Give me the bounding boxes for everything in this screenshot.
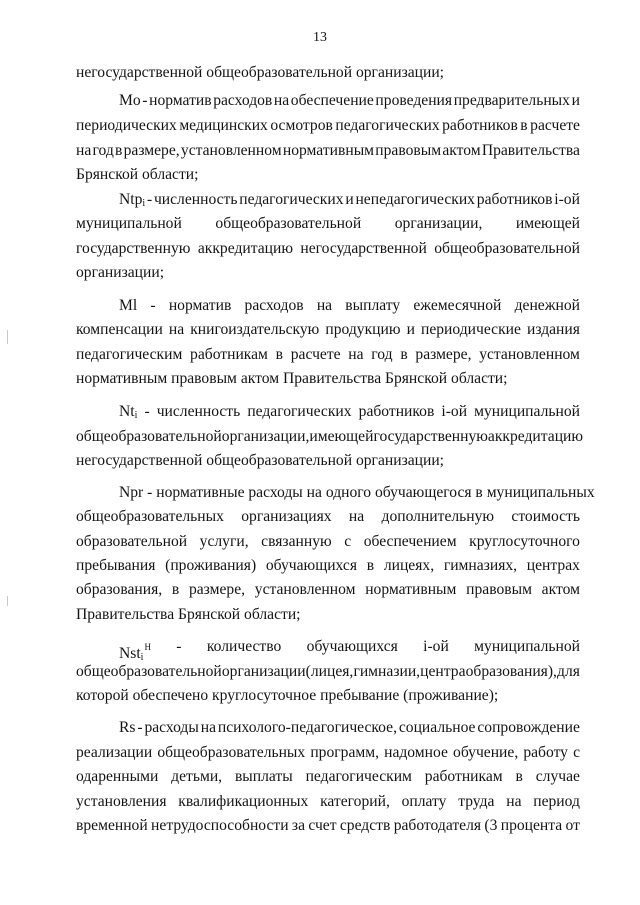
word: временной: [76, 817, 148, 834]
word: Ml: [119, 297, 138, 314]
word: актом: [442, 142, 481, 159]
symbol-base: Nst: [119, 645, 141, 662]
word: (лицея,: [305, 663, 354, 680]
text-line: [76, 214, 580, 234]
ntp-symbol: [119, 190, 145, 214]
word: (3: [484, 817, 498, 834]
word: аккредитацию: [197, 240, 293, 257]
word: негосударственной: [300, 240, 427, 257]
text-line: [76, 507, 580, 527]
text-line: [76, 743, 580, 763]
text-line: [76, 165, 580, 185]
word: педагогических: [247, 403, 352, 420]
word: компенсации: [76, 321, 163, 338]
text-line: [119, 483, 595, 503]
symbol-base: Nt: [119, 403, 135, 420]
word: в: [400, 346, 408, 363]
word: гимназиях,: [443, 557, 518, 574]
word: работу: [523, 744, 568, 761]
text-line: [76, 686, 580, 706]
word: случае: [535, 768, 580, 785]
word: (проживания): [165, 557, 257, 574]
word: i-ой: [423, 638, 449, 655]
text-line: [76, 451, 580, 471]
word: расходов: [213, 92, 273, 109]
page-number: 13: [313, 30, 327, 45]
scan-edge-mark: [7, 330, 8, 344]
word: психолого-педагогическое,: [217, 719, 397, 736]
word: средств: [339, 817, 391, 834]
word: обучающихся: [306, 638, 398, 655]
word: общеобразовательных: [157, 744, 306, 761]
word: стоимость: [511, 508, 580, 525]
word: численность: [153, 191, 238, 208]
word: одаренными: [76, 768, 159, 785]
word: связанную: [261, 533, 332, 550]
word: на: [348, 508, 365, 525]
word: i-ой: [554, 191, 580, 208]
word: предварительных: [453, 92, 570, 109]
word: на: [76, 142, 92, 159]
word: реализации: [76, 744, 153, 761]
word: обеспечением: [363, 533, 457, 550]
word: пребывания: [76, 557, 156, 574]
word: программ,: [310, 744, 379, 761]
text-line: [76, 556, 580, 576]
word: квалификационных: [178, 793, 309, 810]
nt-symbol: [119, 402, 137, 426]
word: образовательной: [76, 533, 188, 550]
symbol-base: Ntp: [119, 191, 143, 208]
word: педагогическим: [305, 768, 412, 785]
word: расчете: [290, 346, 341, 363]
text-line: [76, 63, 580, 83]
word: размере,: [123, 142, 180, 159]
word: правовым: [375, 142, 442, 159]
word: общеобразовательной: [434, 240, 580, 257]
word: количество: [206, 638, 282, 655]
word: период: [533, 793, 580, 810]
word: муниципальной: [76, 215, 182, 232]
word: на: [200, 719, 216, 736]
word: Rs: [119, 719, 136, 736]
word: аккредитацию: [487, 428, 584, 445]
word: на: [168, 321, 185, 338]
word: Npr - нормативные расходы на одного обучающегося в муниципальных: [119, 484, 595, 501]
word: Брянской области;: [76, 166, 199, 183]
word: выплаты: [234, 768, 293, 785]
word: установленном: [479, 346, 580, 363]
text-line: [76, 345, 580, 365]
word: Mo: [119, 92, 141, 109]
word: Правительства Брянской области;: [76, 606, 301, 623]
scan-edge-mark: [7, 596, 8, 606]
word: ежемесячной: [413, 297, 502, 314]
word: центра: [420, 663, 466, 680]
word: нормативным правовым актом Правительства Брянской области;: [76, 370, 508, 387]
word: -: [137, 719, 143, 736]
word: работникам: [424, 768, 503, 785]
word: центрах: [526, 557, 580, 574]
word: денежной: [514, 297, 580, 314]
word: оплату: [401, 793, 447, 810]
word: категорий,: [320, 793, 390, 810]
word: общеобразовательной: [76, 428, 222, 445]
text-line: [119, 402, 580, 426]
text-line: [119, 190, 580, 214]
word: имеющей: [309, 428, 374, 445]
word: надомное: [384, 744, 448, 761]
word: обучение,: [453, 744, 519, 761]
text-line: [76, 141, 580, 161]
text-line: [119, 296, 580, 316]
word: проведения: [375, 92, 453, 109]
word: работников: [476, 191, 553, 208]
word: работников: [442, 117, 518, 134]
word: периодических: [76, 117, 177, 134]
word: которой обеспечено круглосуточное пребывание (проживание);: [76, 687, 499, 704]
word: образования),: [465, 663, 557, 680]
word: организации;: [76, 264, 165, 281]
word: на: [273, 92, 290, 109]
word: процента: [500, 817, 563, 834]
word: счет: [308, 817, 337, 834]
symbol-superscript: H: [144, 642, 151, 652]
text-line: [76, 427, 584, 447]
word: государственную: [373, 428, 488, 445]
text-line: [76, 580, 580, 600]
word: круглосуточного: [469, 533, 580, 550]
word: социальное: [398, 719, 476, 736]
word: в: [275, 346, 284, 363]
word: педагогических: [335, 117, 440, 134]
word: актом: [541, 581, 580, 598]
word: негосударственной общеобразовательной организации;: [76, 64, 445, 81]
text-line: [76, 767, 580, 787]
word: расчете: [530, 117, 580, 134]
word: гимназии,: [353, 663, 421, 680]
text-line: [76, 816, 580, 836]
word: работников: [358, 403, 435, 420]
word: детьми,: [171, 768, 223, 785]
word: муниципальной: [474, 638, 580, 655]
text-line: [119, 91, 580, 111]
word: выплату: [345, 297, 401, 314]
text-line: [76, 263, 580, 283]
word: работникам: [190, 346, 268, 363]
word: от: [565, 817, 580, 834]
text-line: [76, 605, 580, 625]
word: периодические: [420, 321, 521, 338]
word: организации,: [221, 428, 310, 445]
word: с: [344, 533, 352, 550]
word: работодателя: [393, 817, 482, 834]
word: Правительства: [481, 142, 580, 159]
text-line: [76, 116, 580, 136]
word: i-ой: [441, 403, 468, 420]
word: в: [515, 768, 523, 785]
text-line: [76, 792, 580, 812]
word: установленном: [254, 581, 356, 598]
word: на: [316, 297, 333, 314]
word: год: [371, 346, 393, 363]
word: -: [144, 403, 150, 420]
word: в: [520, 117, 528, 134]
word: установленном: [180, 142, 282, 159]
word: в: [366, 557, 375, 574]
word: -: [176, 638, 182, 655]
word: сопровождение: [477, 719, 580, 736]
word: организации,: [394, 215, 483, 232]
word: год: [92, 142, 114, 159]
symbol-subscript: i: [134, 410, 138, 421]
word: труда: [458, 793, 495, 810]
symbol-subscript: i: [140, 652, 144, 663]
word: в: [115, 142, 123, 159]
word: правовым: [466, 581, 532, 598]
word: дополнительную: [381, 508, 495, 525]
word: размере,: [415, 346, 472, 363]
word: услуги,: [199, 533, 249, 550]
word: обеспечение: [290, 92, 374, 109]
word: организациях: [241, 508, 332, 525]
word: и: [345, 191, 354, 208]
word: общеобразовательной: [76, 663, 222, 680]
word: на: [506, 793, 522, 810]
word: педагогических: [239, 191, 344, 208]
word: общеобразовательной: [215, 215, 362, 232]
word: на: [348, 346, 364, 363]
word: образования,: [76, 581, 163, 598]
text-line: [76, 369, 580, 389]
word: расходы: [144, 719, 199, 736]
word: продукцию: [325, 321, 401, 338]
text-line: [76, 662, 580, 682]
text-line: [76, 320, 580, 340]
word: общеобразовательных: [76, 508, 224, 525]
word: издания: [526, 321, 580, 338]
word: медицинских: [179, 117, 268, 134]
word: педагогическим: [76, 346, 183, 363]
word: государственную: [76, 240, 191, 257]
word: -: [146, 191, 153, 208]
word: за: [291, 817, 305, 834]
word: в: [171, 581, 180, 598]
text-line: [76, 239, 580, 259]
text-line: [76, 532, 580, 552]
word: с: [573, 744, 580, 761]
word: размере,: [188, 581, 246, 598]
word: и: [571, 92, 580, 109]
word: лицеях,: [383, 557, 435, 574]
word: -: [142, 92, 148, 109]
word: обучающихся: [265, 557, 358, 574]
word: норматив: [149, 92, 212, 109]
word: и: [406, 321, 415, 338]
word: для: [557, 663, 580, 680]
word: установления: [76, 793, 167, 810]
word: организации: [221, 663, 306, 680]
word: нормативным: [365, 581, 457, 598]
text-line: [119, 718, 580, 738]
word: осмотров: [270, 117, 333, 134]
word: муниципальной: [474, 403, 580, 420]
word: численность: [156, 403, 241, 420]
word: книгоиздательскую: [190, 321, 320, 338]
word: -: [150, 297, 156, 314]
word: негосударственной общеобразовательной организации;: [76, 452, 445, 469]
symbol-subscript: i: [142, 198, 146, 209]
word: норматив: [168, 297, 232, 314]
word: нормативным: [282, 142, 375, 159]
word: нетрудоспособности: [151, 817, 289, 834]
word: имеющей: [515, 215, 580, 232]
word: непедагогических: [355, 191, 475, 208]
word: расходов: [244, 297, 304, 314]
